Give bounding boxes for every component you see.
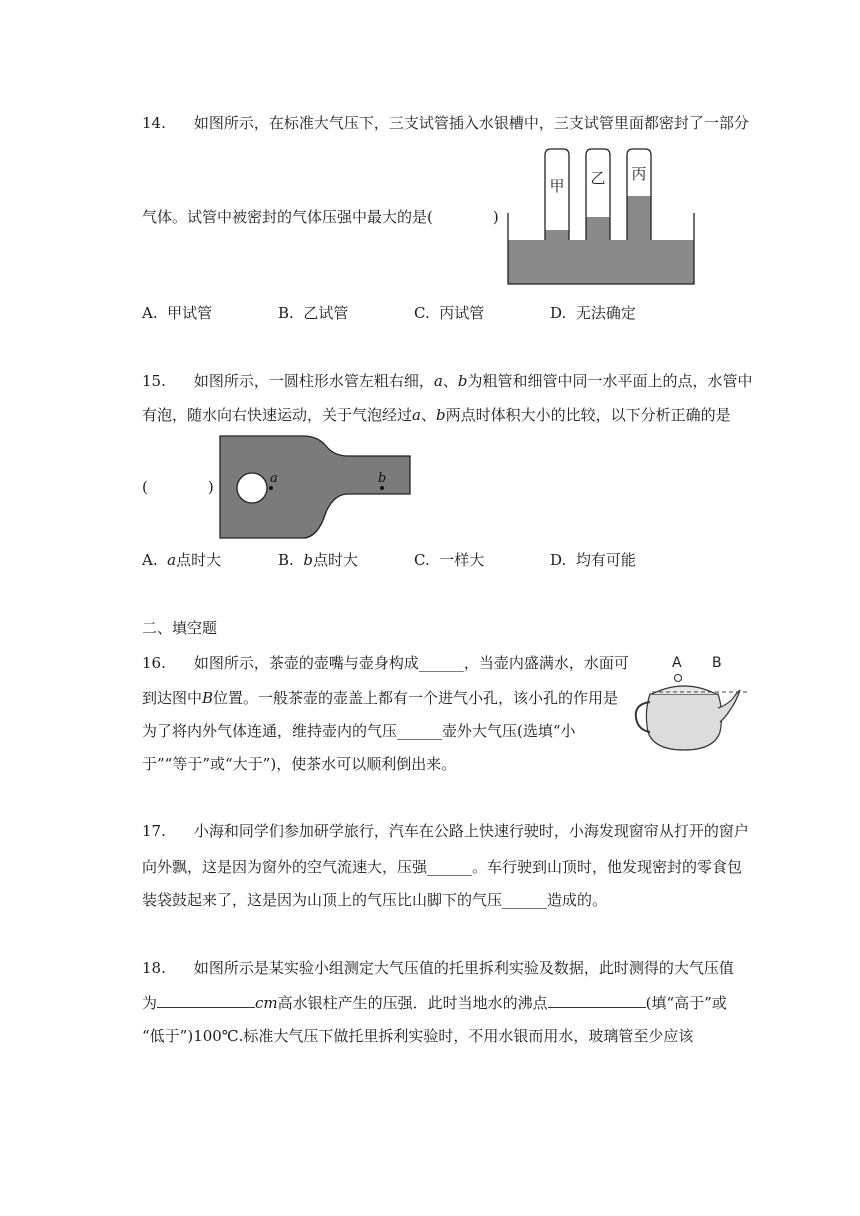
q16-number: 16. — [142, 654, 166, 672]
section-heading: 二、填空题 — [142, 619, 218, 637]
point-b-label: b — [378, 471, 387, 486]
q18-line-2: 为 cm高水银柱产生的压强．此时当地水的沸点 (填“高于”或 — [142, 994, 727, 1012]
q14-line-2: 气体。试管中被密封的气体压强中最大的是( ) — [142, 208, 499, 226]
q16-line-1: 16. 如图所示，茶壶的壶嘴与壶身构成______，当壶内盛满水，水面可 — [142, 654, 629, 672]
water-pipe-figure — [218, 434, 414, 542]
q14-number: 14. — [142, 114, 166, 132]
q18-line-1: 18. 如图所示是某实验小组测定大气压值的托里拆利实验及数据，此时测得的大气压值 — [142, 959, 734, 977]
tube-label-bing: 丙 — [631, 165, 647, 183]
q14-text-1: 如图所示，在标准大气压下，三支试管插入水银槽中，三支试管里面都密封了一部分 — [193, 114, 749, 132]
answer-blank-2[interactable] — [548, 993, 646, 1008]
q18-number: 18. — [142, 959, 166, 977]
q14-option-a[interactable]: A. 甲试管 — [142, 304, 213, 322]
q15-option-b[interactable]: B. b点时大 — [278, 551, 358, 569]
answer-blank-1[interactable] — [157, 993, 255, 1008]
q15-option-c[interactable]: C. 一样大 — [414, 551, 485, 569]
teapot-figure — [630, 652, 752, 756]
q17-line-2: 向外飘，这是因为窗外的空气流速大，压强______。车行驶到山顶时，他发现密封的零食包 — [142, 858, 743, 876]
tube-label-yi: 乙 — [590, 169, 606, 187]
q15-line-3: ( ) — [142, 478, 214, 496]
label-a: A — [672, 655, 682, 671]
q17-line-3: 装袋鼓起来了，这是因为山顶上的气压比山脚下的气压______造成的。 — [142, 891, 608, 909]
q15-option-a[interactable]: A. a点时大 — [142, 551, 222, 569]
label-b: B — [712, 655, 722, 671]
q15-number: 15. — [142, 372, 166, 390]
q15-line-1: 15. 如图所示，一圆柱形水管左粗右细，a、b为粗管和细管中同一水平面上的点，水管中 — [142, 372, 753, 390]
mercury-trough-figure — [504, 145, 704, 290]
q15-option-d[interactable]: D. 均有可能 — [550, 551, 636, 569]
q14-option-d[interactable]: D. 无法确定 — [550, 304, 636, 322]
q17-line-1: 17. 小海和同学们参加研学旅行，汽车在公路上快速行驶时，小海发现窗帘从打开的窗户 — [142, 822, 749, 840]
bubble — [237, 473, 267, 503]
q16-line-2: 到达图中B位置。一般茶壶的壶盖上都有一个进气小孔，该小孔的作用是 — [142, 689, 619, 707]
q17-number: 17. — [142, 822, 166, 840]
q16-line-4: 于”“等于”或“大于”)，使茶水可以顺利倒出来。 — [142, 755, 457, 773]
q14-option-c[interactable]: C. 丙试管 — [414, 304, 485, 322]
tube-label-jia: 甲 — [549, 177, 565, 195]
q18-line-3: “低于”)100℃.标准大气压下做托里拆利实验时，不用水银而用水，玻璃管至少应该 — [142, 1027, 694, 1045]
q14-line-1 — [142, 112, 749, 134]
q15-line-2: 有泡，随水向右快速运动，关于气泡经过a、b两点时体积大小的比较，以下分析正确的是 — [142, 406, 731, 424]
point-a-label: a — [270, 471, 278, 486]
q16-line-3: 为了将内外气体连通，维持壶内的气压______壶外大气压(选填“小 — [142, 722, 576, 740]
q14-option-b[interactable]: B. 乙试管 — [278, 304, 349, 322]
